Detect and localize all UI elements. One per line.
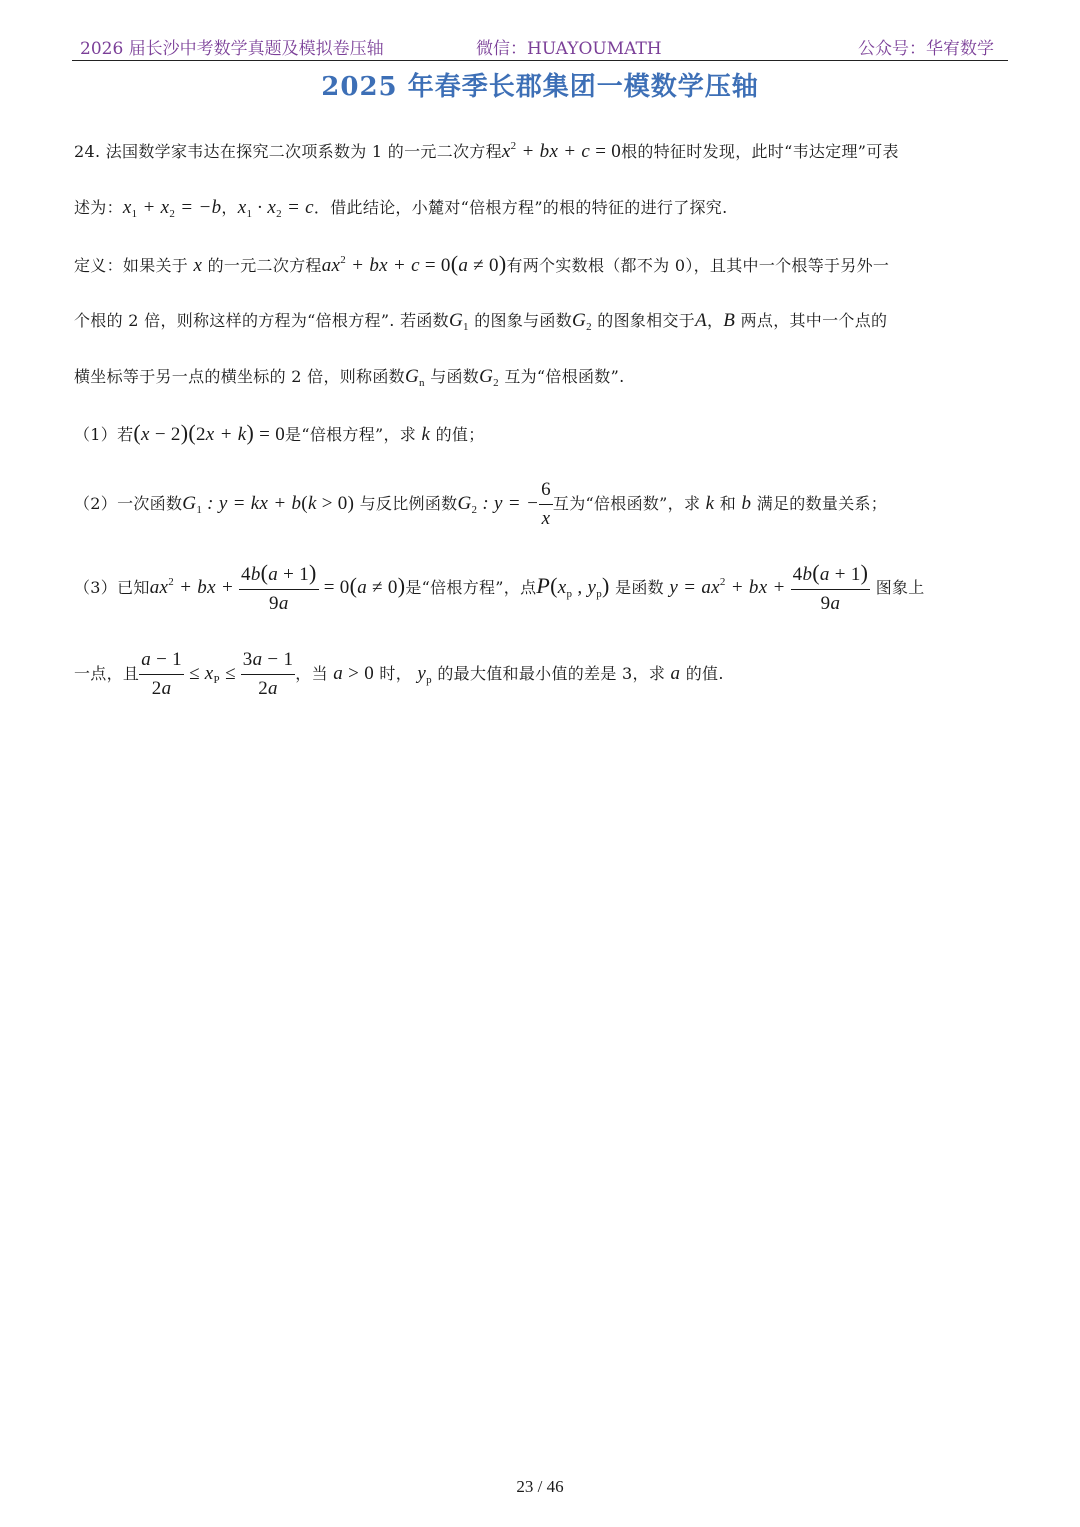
q3-label: （3）已知 bbox=[74, 578, 150, 597]
q1-label: （1）若 bbox=[74, 425, 134, 444]
q2-and: 和 bbox=[719, 494, 737, 513]
intro-text-2: 根的特征时发现，此时“韦达定理”可表 bbox=[621, 142, 899, 161]
intro-line-2: 述为：$x_1 + x_2 = -b$，$x_1 \cdot x_2 = c$．借此结论，小麓对“倍根方程”的根的特征的进行了探究. bbox=[74, 197, 728, 220]
formula-xp-range: ≤ $x_P$ ≤ bbox=[183, 663, 241, 686]
q2-end: 满足的数量关系； bbox=[756, 494, 888, 513]
fraction-3a-minus-1-over-2a: $\frac{3a - 1}{2a}$ bbox=[242, 649, 294, 699]
formula-q2-inverse: $G_2$ : y = − bbox=[457, 493, 540, 516]
intro-text: 法国数学家韦达在探究二次项系数为 1 的一元二次方程 bbox=[105, 142, 502, 161]
q3-end: 图象上 bbox=[875, 578, 925, 597]
q3-cont-text-4: 的最大值和最小值的差是 3，求 bbox=[437, 664, 666, 683]
page-number: 23 / 46 bbox=[516, 1477, 564, 1496]
problem-number: 24. bbox=[74, 142, 101, 161]
intro-text-3: 借此结论，小麓对“倍根方程”的根的特征的进行了探究. bbox=[330, 198, 728, 217]
q1-text: 是“倍根方程”，求 bbox=[285, 425, 417, 444]
definition-text-10: 互为“倍根函数”. bbox=[504, 367, 625, 386]
definition-text-6: 的图象相交于 bbox=[597, 311, 696, 330]
header-series-title: 2026 届长沙中考数学真题及模拟卷压轴 bbox=[80, 39, 384, 59]
definition-text-5: 的图象与函数 bbox=[474, 311, 573, 330]
question-3: （3）已知$ax^2$ + bx + $\frac{4b(a + 1)}{9a}$ = 0(a ≠ 0)是“倍根方程”，点$P(x_p$ , $y_p$) 是函数 $y = ax^2$ + bx + $\frac{4b(a + 1)}{9a}$ 图象上 bbox=[74, 560, 925, 614]
definition-text-8: 横坐标等于另一点的横坐标的 2 倍，则称函数 bbox=[74, 367, 405, 386]
intro-line-1 bbox=[74, 139, 899, 163]
q1-end: 的值； bbox=[435, 425, 485, 444]
definition-line-1: 定义：如果关于 x 的一元二次方程$ax^2$ + bx + c = 0(a ≠ 0)有两个实数根（都不为 0），且其中一个根等于另外一 bbox=[74, 251, 890, 276]
definition-text-9: 与函数 bbox=[430, 367, 480, 386]
formula-point-p: $P(x_p$ , $y_p$) bbox=[536, 573, 610, 600]
definition-line-2: 个根的 2 倍，则称这样的方程为“倍根方程”. 若函数$G_1$ 的图象与函数$G_2$ 的图象相交于A，B 两点，其中一个点的 bbox=[74, 310, 888, 333]
formula-vieta: $x_1 + x_2 = -b$ bbox=[122, 197, 222, 220]
formula-q3-function: $y = ax^2$ + bx + bbox=[669, 576, 791, 598]
definition-text: 定义：如果关于 bbox=[74, 256, 189, 275]
header-official-account: 公众号：华宥数学 bbox=[858, 39, 994, 59]
formula-general-quadratic: $ax^2$ + bx + c = 0(a ≠ 0) bbox=[321, 251, 507, 276]
q2-label: （2）一次函数 bbox=[74, 494, 183, 513]
fraction-6-over-x: $\frac{6}{x}$ bbox=[541, 479, 551, 529]
q3-cont-text: 一点，且 bbox=[74, 664, 140, 683]
formula-q3-equation: $ax^2$ + bx + bbox=[149, 576, 240, 598]
q3-cont-text-2: ，当 bbox=[295, 664, 328, 683]
page-header bbox=[72, 34, 1008, 61]
header-wechat: 微信：HUAYOUMATH bbox=[476, 39, 662, 59]
vieta-label: 述为： bbox=[74, 198, 123, 217]
formula-vieta-product: $x_1 \cdot x_2 = c$ bbox=[237, 197, 314, 220]
definition-line-3: 横坐标等于另一点的横坐标的 2 倍，则称函数$G_n$ 与函数$G_2$ 互为“倍根函数”. bbox=[74, 366, 625, 389]
q3-cont-text-3: 时， bbox=[379, 664, 413, 683]
q3-cont-text-5: 的值. bbox=[685, 664, 724, 683]
fraction-4b-a-plus-1-over-9a: $\frac{4b(a + 1)}{9a}$ bbox=[241, 560, 317, 614]
page-title: 2025 年春季长郡集团一模数学压轴 bbox=[321, 72, 759, 102]
question-1: （1）若(x − 2)(2x + k) = 0是“倍根方程”，求 k 的值； bbox=[74, 420, 485, 445]
q2-mid: 与反比例函数 bbox=[359, 494, 458, 513]
definition-text-3: 有两个实数根（都不为 0），且其中一个根等于另外一 bbox=[506, 256, 890, 275]
formula-q2-linear: $G_1$ : y = kx + b(k > 0) bbox=[182, 493, 355, 516]
formula-q1: (x − 2)(2x + k) = 0 bbox=[133, 420, 286, 445]
question-2: （2）一次函数$G_1$ : y = kx + b(k > 0) 与反比例函数$G_2$ : y = − $\frac{6}{x}$ 互为“倍根函数”，求 k 和 b 满足的数量关系； bbox=[74, 479, 888, 529]
q3-mid: 是“倍根方程”，点 bbox=[405, 578, 537, 597]
q2-text: 互为“倍根函数”，求 bbox=[552, 494, 701, 513]
q3-text: 是函数 bbox=[615, 578, 664, 597]
definition-text-7: 两点，其中一个点的 bbox=[740, 311, 888, 330]
formula-quadratic: $x^2$ + bx + c = 0 bbox=[501, 140, 622, 162]
question-3-continued: 一点，且 $\frac{a - 1}{2a}$ ≤ $x_P$ ≤ $\frac{3a - 1}{2a}$ ，当 a > 0 时， $y_p$ 的最大值和最小值的差是 3，求 a 的值. bbox=[74, 649, 724, 699]
fraction-4b-a-plus-1-over-9a-2: $\frac{4b(a + 1)}{9a}$ bbox=[792, 560, 869, 614]
fraction-a-minus-1-over-2a: $\frac{a - 1}{2a}$ bbox=[141, 649, 182, 699]
definition-text-4: 个根的 2 倍，则称这样的方程为“倍根方程”. 若函数 bbox=[74, 311, 449, 330]
definition-text-2: 的一元二次方程 bbox=[207, 256, 322, 275]
